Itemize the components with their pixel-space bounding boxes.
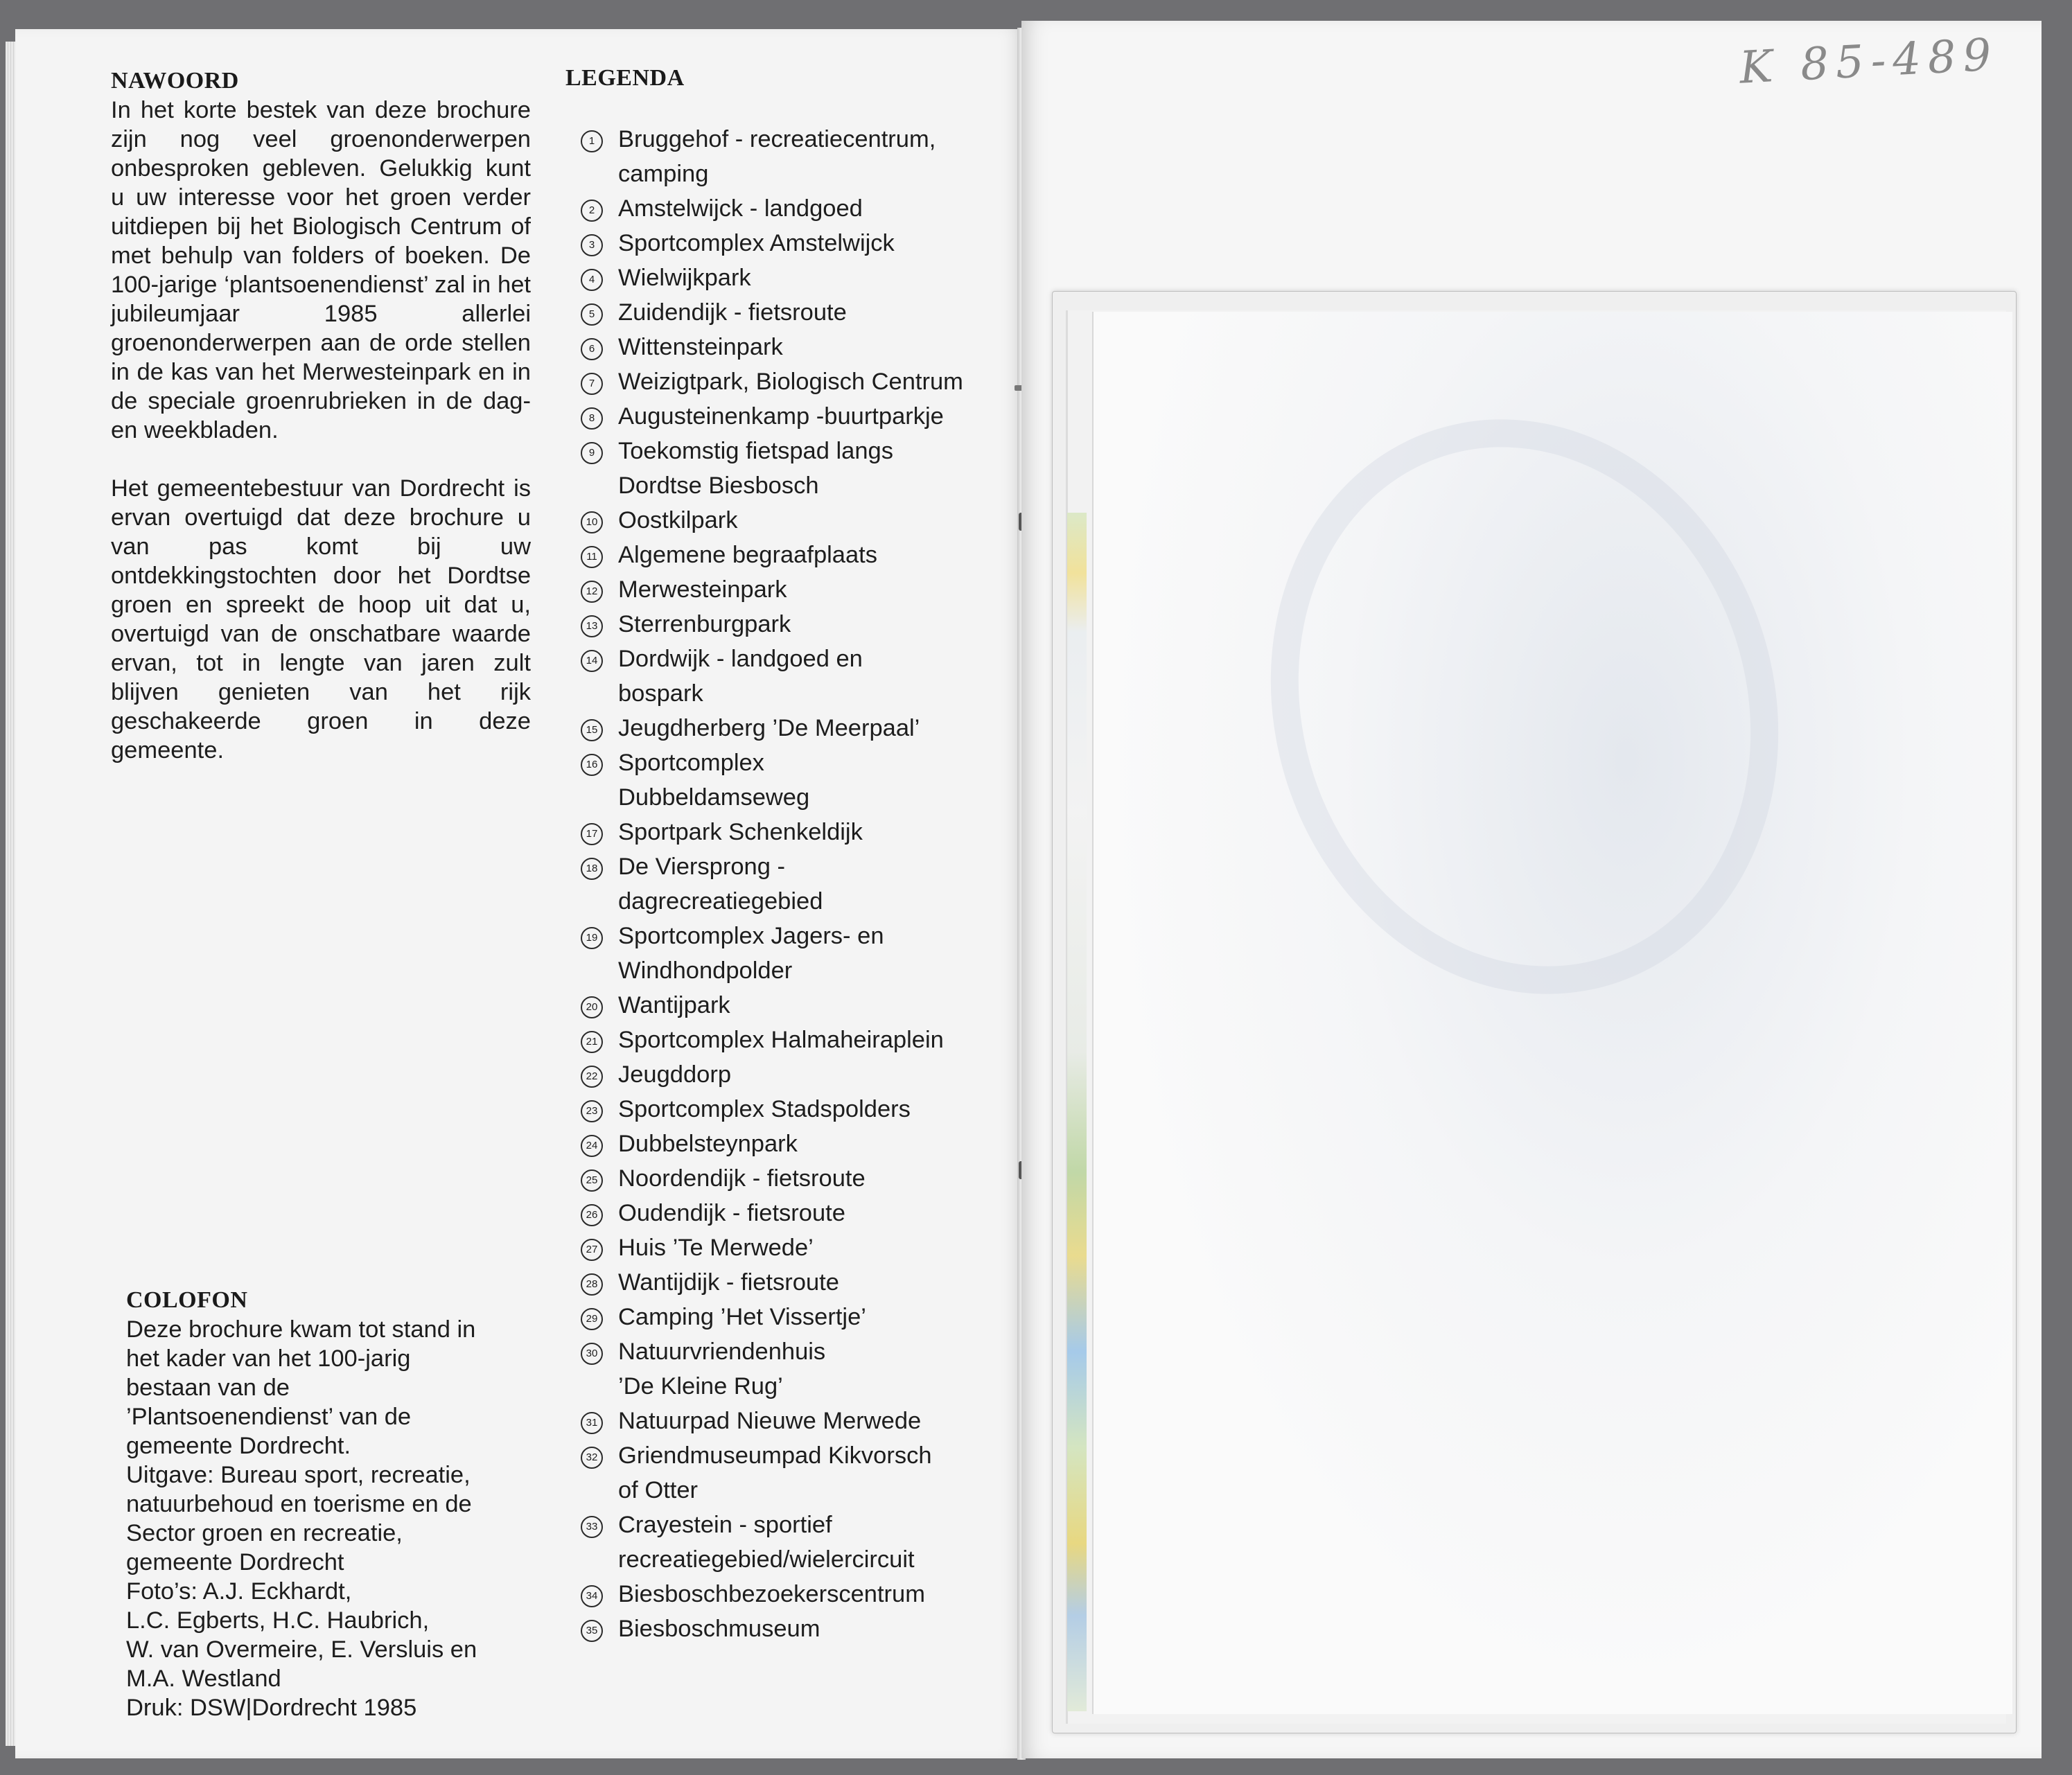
legend-item (581, 260, 1010, 295)
colofon-line: M.A. Westland (126, 1666, 281, 1692)
legend-label: Biesboschmuseum (618, 1616, 820, 1642)
colofon-line: Uitgave: Bureau sport, recreatie, (126, 1462, 471, 1488)
handwritten-annotation: K 85-489 (1738, 29, 2000, 94)
legend-number-badge: 30 (581, 1343, 603, 1365)
legend-number-badge: 20 (581, 996, 603, 1018)
legend-label: Griendmuseumpad Kikvorsch of Otter (618, 1442, 932, 1503)
legend-label: Bruggehof - recreatiecentrum, camping (618, 126, 936, 187)
legend-item (581, 849, 1010, 919)
legend-label: Wittensteinpark (618, 334, 783, 360)
colofon-line: gemeente Dordrecht. (126, 1433, 351, 1459)
legend-label: Sportcomplex Amstelwijck (618, 230, 895, 256)
colofon-line: het kader van het 100-jarig (126, 1345, 411, 1372)
legend-number-badge: 26 (581, 1204, 603, 1226)
legend-number-badge: 8 (581, 407, 603, 430)
colofon-line: Sector groen en recreatie, (126, 1520, 403, 1546)
legend-number-badge: 24 (581, 1135, 603, 1157)
colofon-line: W. van Overmeire, E. Versluis en (126, 1636, 477, 1663)
legend-number-badge: 29 (581, 1308, 603, 1330)
legend-item (581, 226, 1010, 260)
legend-item (581, 1057, 1010, 1092)
colofon-line: ’Plantsoenendienst’ van de (126, 1404, 412, 1430)
legend-item (581, 1404, 1010, 1438)
legend-item (581, 330, 1010, 364)
legend-number-badge: 2 (581, 200, 603, 222)
legend-number-badge: 5 (581, 303, 603, 326)
legend-number-badge: 31 (581, 1412, 603, 1434)
legend-label: Sterrenburgpark (618, 611, 791, 637)
map-color-edge (1067, 513, 1087, 1711)
legend-number-badge: 12 (581, 581, 603, 603)
legend-label: Weizigtpark, Biologisch Centrum (618, 369, 963, 395)
legend-number-badge: 25 (581, 1169, 603, 1192)
legend-label: Sportcomplex Dubbeldamseweg (618, 750, 810, 811)
legend-label: Huis ’Te Merwede’ (618, 1235, 814, 1261)
legend-label: Augusteinenkamp -buurtparkje (618, 403, 944, 430)
legend-label: Crayestein - sportief recreatiegebied/wielercircuit (618, 1512, 915, 1573)
left-page (15, 29, 1021, 1758)
legend-label: Sportcomplex Stadspolders (618, 1096, 911, 1122)
legend-item (581, 1334, 1010, 1404)
legend-item (581, 1508, 1010, 1577)
legend-label: Dubbelsteynpark (618, 1131, 798, 1157)
legend-number-badge: 7 (581, 373, 603, 395)
legend-label: Jeugdherberg ’De Meerpaal’ (618, 715, 920, 741)
colofon-text (126, 1315, 542, 1722)
legend-item (581, 434, 1010, 503)
legend-item (581, 711, 1010, 745)
legend-number-badge: 19 (581, 927, 603, 949)
legend-item (581, 642, 1010, 711)
legend-label: Sportcomplex Halmaheiraplein (618, 1027, 944, 1053)
legend-number-badge: 6 (581, 338, 603, 360)
colofon-line: Druk: DSW|Dordrecht 1985 (126, 1695, 417, 1721)
legend-label: Algemene begraafplaats (618, 542, 878, 568)
colofon-line: Foto’s: A.J. Eckhardt, (126, 1578, 352, 1605)
legend-label: Biesboschbezoekerscentrum (618, 1581, 925, 1607)
legend-item (581, 572, 1010, 607)
colofon-heading: COLOFON (126, 1287, 248, 1313)
legend-label: Oudendijk - fietsroute (618, 1200, 845, 1226)
legend-number-badge: 23 (581, 1100, 603, 1122)
legend-number-badge: 13 (581, 615, 603, 637)
legend-number-badge: 27 (581, 1239, 603, 1261)
legend-item (581, 399, 1010, 434)
legend-label: Wielwijkpark (618, 265, 751, 291)
legend-number-badge: 22 (581, 1066, 603, 1088)
legend-item (581, 1438, 1010, 1508)
legend-number-badge: 14 (581, 650, 603, 672)
legend-label: Sportpark Schenkeldijk (618, 819, 863, 845)
legend-number-badge: 32 (581, 1447, 603, 1469)
colofon-line: gemeente Dordrecht (126, 1549, 344, 1575)
legend-item (581, 1265, 1010, 1300)
legend-number-badge: 35 (581, 1620, 603, 1642)
legend-label: De Viersprong - dagrecreatiegebied (618, 854, 823, 915)
nawoord-paragraph-1: In het korte bestek van deze brochure zijn nog veel groenonderwerpen onbesproken gebleven. Gelukkig kunt u uw interesse voor het groen verder uitdiepen bij het Biologisch Centrum of met behulp van folders of boeken. De 100-jarige ‘plantsoenendienst’ zal in het jubileumjaar 1985 allerlei groenonderwerpen aan de orde stellen in de kas van het Merwesteinpark en in de speciale groenrubrieken in de dag- en weekbladen. (111, 97, 531, 443)
legend-label: Natuurpad Nieuwe Merwede (618, 1408, 922, 1434)
legend-number-badge: 33 (581, 1516, 603, 1538)
legend-number-badge: 16 (581, 754, 603, 776)
legend-label: Noordendijk - fietsroute (618, 1165, 866, 1192)
legend-list (581, 122, 1010, 1646)
legend-number-badge: 21 (581, 1031, 603, 1053)
legend-number-badge: 4 (581, 269, 603, 291)
legend-label: Toekomstig fietspad langs Dordtse Biesbosch (618, 438, 893, 499)
legend-number-badge: 1 (581, 130, 603, 152)
colofon-line: Deze brochure kwam tot stand in (126, 1316, 476, 1343)
legend-label: Camping ’Het Vissertje’ (618, 1304, 866, 1330)
legend-item (581, 607, 1010, 642)
legend-item (581, 1092, 1010, 1127)
legend-label: Dordwijk - landgoed en bospark (618, 646, 863, 707)
legend-item (581, 1611, 1010, 1646)
legend-number-badge: 34 (581, 1585, 603, 1607)
legend-label: Sportcomplex Jagers- en Windhondpolder (618, 923, 884, 984)
legend-item (581, 745, 1010, 815)
legend-item (581, 1023, 1010, 1057)
legend-item (581, 538, 1010, 572)
nawoord-heading: NAWOORD (111, 68, 239, 94)
legend-number-badge: 28 (581, 1273, 603, 1296)
legend-item (581, 1300, 1010, 1334)
legend-number-badge: 9 (581, 442, 603, 464)
legend-number-badge: 10 (581, 511, 603, 533)
legend-item (581, 988, 1010, 1023)
legend-label: Wantijdijk - fietsroute (618, 1269, 839, 1296)
legend-item (581, 503, 1010, 538)
legend-item (581, 815, 1010, 849)
legend-label: Natuurvriendenhuis ’De Kleine Rug’ (618, 1339, 826, 1399)
legend-number-badge: 15 (581, 719, 603, 741)
legend-label: Oostkilpark (618, 507, 738, 533)
legend-label: Jeugddorp (618, 1061, 732, 1088)
legend-item (581, 364, 1010, 399)
colofon-line: bestaan van de (126, 1375, 290, 1401)
legend-item (581, 295, 1010, 330)
legend-item (581, 1577, 1010, 1611)
legend-label: Wantijpark (618, 992, 730, 1018)
legend-number-badge: 3 (581, 234, 603, 256)
legend-number-badge: 17 (581, 823, 603, 845)
legend-item (581, 191, 1010, 226)
legend-number-badge: 11 (581, 546, 603, 568)
nawoord-text (111, 96, 531, 794)
colofon-line: L.C. Egberts, H.C. Haubrich, (126, 1607, 430, 1634)
legend-item (581, 122, 1010, 191)
legend-label: Zuidendijk - fietsroute (618, 299, 847, 326)
legend-item (581, 1127, 1010, 1161)
legend-item (581, 1230, 1010, 1265)
legend-item (581, 1196, 1010, 1230)
nawoord-paragraph-2: Het gemeentebestuur van Dordrecht is ervan overtuigd dat deze brochure u van pas komt bij uw ontdekkingstochten door het Dordtse groen en spreekt de hoop uit dat u, overtuigd van de onschatbare waarde ervan, tot in lengte van jaren zult blijven genieten van het rijk geschakeerde groen in deze gemeente. (111, 475, 531, 763)
legend-label: Merwesteinpark (618, 576, 787, 603)
legend-number-badge: 18 (581, 858, 603, 880)
colofon-line: natuurbehoud en toerisme en de (126, 1491, 472, 1517)
legend-item (581, 919, 1010, 988)
legenda-heading: LEGENDA (565, 65, 685, 91)
legend-item (581, 1161, 1010, 1196)
legend-label: Amstelwijck - landgoed (618, 195, 863, 222)
